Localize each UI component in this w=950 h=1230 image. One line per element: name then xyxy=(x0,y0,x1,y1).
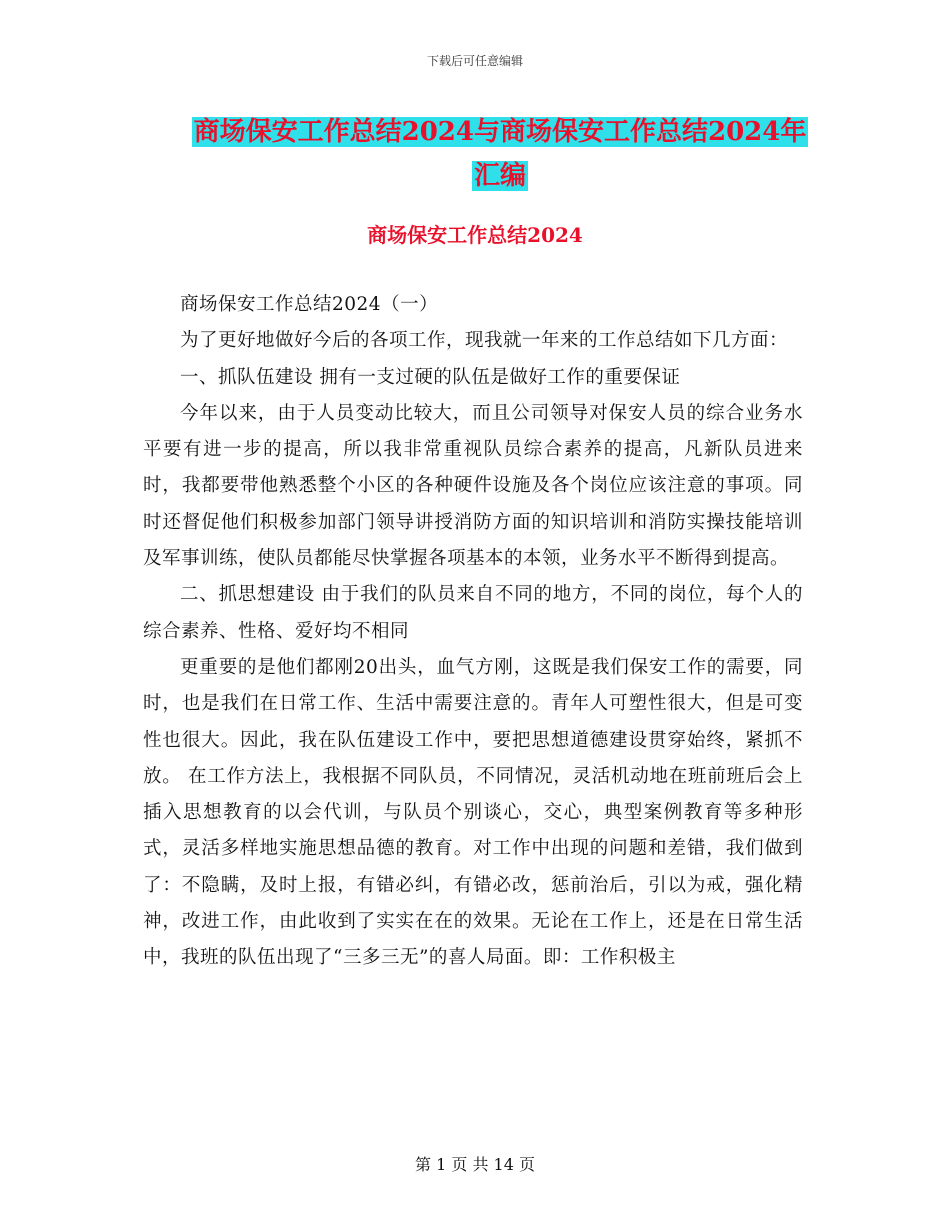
paragraph: 为了更好地做好今后的各项工作，现我就一年来的工作总结如下几方面： xyxy=(180,330,789,352)
document-title-text: 商场保安工作总结2024与商场保安工作总结2024年汇编 xyxy=(193,117,807,191)
paragraph: 今年以来，由于人员变动比较大，而且公司领导对保安人员的综合业务水平要有进一步的提高，所以我非常重视队员综合素养的提高，凡新队员进来时，我都要带他熟悉整个小区的各种硬件设施及各个岗位应该注意的事项。同时还督促他们积极参加部门领导讲授消防方面的知识培训和消防实操技能培训及军事训练，使队员都能尽快掌握各项基本的本领，业务水平不断得到提高。 xyxy=(143,402,803,570)
paragraph: 二、抓思想建设 由于我们的队员来自不同的地方，不同的岗位，每个人的综合素养、性格、爱好均不相同 xyxy=(143,584,803,642)
paragraph: 更重要的是他们都刚20出头，血气方刚，这既是我们保安工作的需要，同时，也是我们在日常工作、生活中需要注意的。青年人可塑性很大，但是可变性也很大。因此，我在队伍建设工作中，要把思想道德建设贯穿始终，紧抓不放。 在工作方法上，我根据不同队员，不同情况，灵活机动地在班前班后会上插入思想教育的以会代训，与队员个别谈心，交心，典型案例教育等多种形式，灵活多样地实施思想品德的教育。对工作中出现的问题和差错，我们做到了：不隐瞒，及时上报，有错必纠，有错必改，惩前治后，引以为戒，强化精神，改进工作，由此收到了实实在在的效果。无论在工作上，还是在日常生活中，我班的队伍出现了“三多三无”的喜人局面。即：工作积极主 xyxy=(143,656,803,969)
section-heading: 商场保安工作总结2024 xyxy=(367,223,583,247)
paragraph: 一、抓队伍建设 拥有一支过硬的队伍是做好工作的重要保证 xyxy=(180,366,681,388)
document-title xyxy=(190,110,810,198)
document-body xyxy=(143,287,803,977)
paragraph: 商场保安工作总结2024（一） xyxy=(180,294,439,315)
header-note: 下载后可任意编辑 xyxy=(426,54,523,68)
page-footer: 第 1 页 共 14 页 xyxy=(415,1155,535,1174)
